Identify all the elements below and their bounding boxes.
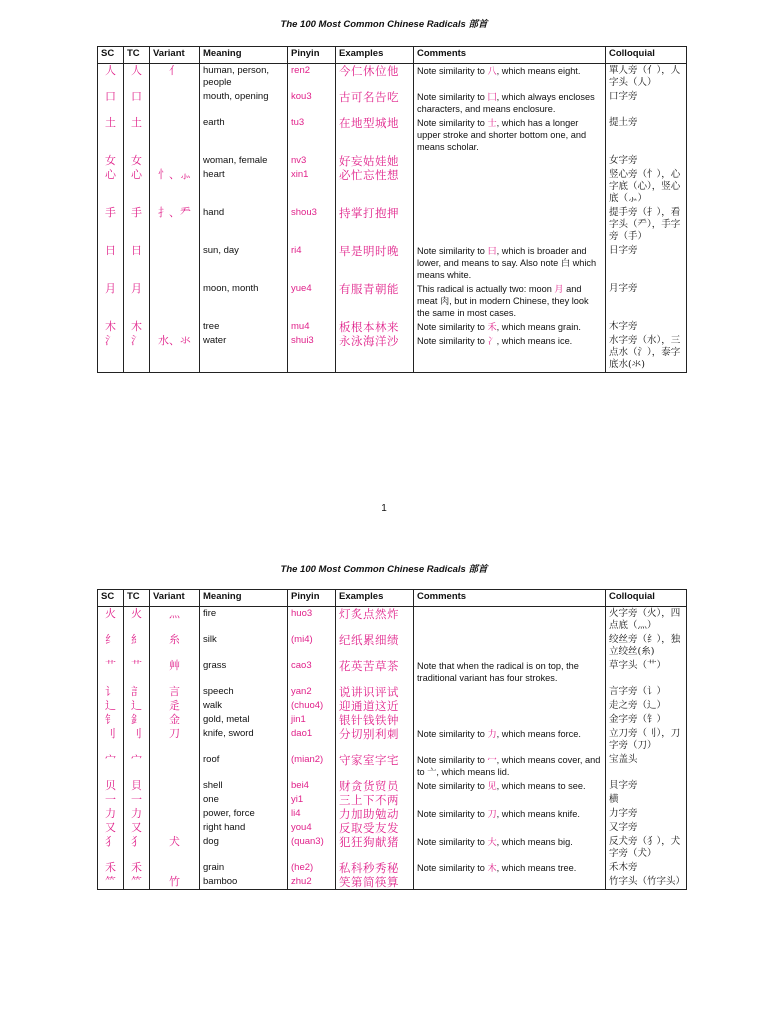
sc-cell: 犭 xyxy=(98,835,124,861)
colloquial-cell: 提手旁（扌），看字头（龵），手字旁（手） xyxy=(606,206,687,244)
header-pinyin: Pinyin xyxy=(288,47,336,64)
colloquial-cell: 立刀旁（刂），刀字旁（刀） xyxy=(606,727,687,753)
header-colloquial: Colloquial xyxy=(606,590,687,607)
sc-cell: 女 xyxy=(98,154,124,168)
comment-cell xyxy=(414,607,606,634)
pinyin-cell: mu4 xyxy=(288,320,336,334)
comment-cell xyxy=(414,793,606,807)
examples-cell: 有服青朝能 xyxy=(336,282,414,320)
tc-cell: 人 xyxy=(124,64,150,91)
meaning-cell: walk xyxy=(200,699,288,713)
pinyin-cell: kou3 xyxy=(288,90,336,116)
variant-cell: 犬 xyxy=(150,835,200,861)
pinyin-cell: (mi4) xyxy=(288,633,336,659)
tc-cell: 貝 xyxy=(124,779,150,793)
header-meaning: Meaning xyxy=(200,590,288,607)
tc-cell: 木 xyxy=(124,320,150,334)
colloquial-cell: 言字旁（讠） xyxy=(606,685,687,699)
variant-cell xyxy=(150,154,200,168)
sc-cell: 一 xyxy=(98,793,124,807)
tc-cell: 訁 xyxy=(124,685,150,699)
header-meaning: Meaning xyxy=(200,47,288,64)
variant-cell xyxy=(150,821,200,835)
comment-cell: Note similarity to 冫, which means ice. xyxy=(414,334,606,373)
meaning-cell: speech xyxy=(200,685,288,699)
variant-cell: 灬 xyxy=(150,607,200,634)
comment-cell: Note similarity to 木, which means tree. xyxy=(414,861,606,875)
sc-cell: 人 xyxy=(98,64,124,91)
sc-cell: 月 xyxy=(98,282,124,320)
meaning-cell: silk xyxy=(200,633,288,659)
meaning-cell: human, person, people xyxy=(200,64,288,91)
examples-cell: 必忙忘性想 xyxy=(336,168,414,206)
colloquial-cell: 竖心旁（忄），心字底（心），竖心底（⺗） xyxy=(606,168,687,206)
table-row xyxy=(98,875,687,890)
meaning-cell: one xyxy=(200,793,288,807)
pinyin-cell: ren2 xyxy=(288,64,336,91)
table-row xyxy=(98,779,687,793)
comment-cell: This radical is actually two: moon 月 and meat 肉, but in modern Chinese, they look the same in most cases. xyxy=(414,282,606,320)
table-row xyxy=(98,821,687,835)
variant-cell: 亻 xyxy=(150,64,200,91)
sc-cell: 口 xyxy=(98,90,124,116)
comment-cell: Note similarity to 八, which means eight. xyxy=(414,64,606,91)
sc-cell: 土 xyxy=(98,116,124,154)
examples-cell: 今仁休位他 xyxy=(336,64,414,91)
sc-cell: 日 xyxy=(98,244,124,282)
comment-cell xyxy=(414,206,606,244)
meaning-cell: heart xyxy=(200,168,288,206)
comment-cell xyxy=(414,154,606,168)
sc-cell: 艹 xyxy=(98,659,124,685)
table-row xyxy=(98,713,687,727)
comment-cell: Note similarity to 刀, which means knife. xyxy=(414,807,606,821)
meaning-cell: power, force xyxy=(200,807,288,821)
meaning-cell: water xyxy=(200,334,288,373)
table-row xyxy=(98,320,687,334)
variant-cell xyxy=(150,753,200,779)
meaning-cell: tree xyxy=(200,320,288,334)
examples-cell: 力加助勉动 xyxy=(336,807,414,821)
examples-cell: 守家室字宅 xyxy=(336,753,414,779)
table-body xyxy=(98,64,687,373)
variant-cell xyxy=(150,282,200,320)
page-title: The 100 Most Common Chinese Radicals 部首 xyxy=(280,19,488,30)
sc-cell: 禾 xyxy=(98,861,124,875)
examples-cell: 早是明时晚 xyxy=(336,244,414,282)
colloquial-cell: 又字旁 xyxy=(606,821,687,835)
header-comments: Comments xyxy=(414,47,606,64)
examples-cell: 持掌打抱押 xyxy=(336,206,414,244)
table-row xyxy=(98,807,687,821)
table-row xyxy=(98,659,687,685)
table-row xyxy=(98,334,687,373)
variant-cell: 扌、龵 xyxy=(150,206,200,244)
pinyin-cell: shou3 xyxy=(288,206,336,244)
header-tc: TC xyxy=(124,590,150,607)
comment-cell: Note similarity to 见, which means to see. xyxy=(414,779,606,793)
header-variant: Variant xyxy=(150,47,200,64)
colloquial-cell: 走之旁（辶） xyxy=(606,699,687,713)
meaning-cell: grass xyxy=(200,659,288,685)
sc-cell: 火 xyxy=(98,607,124,634)
examples-cell: 灯炙点然炸 xyxy=(336,607,414,634)
variant-cell xyxy=(150,116,200,154)
variant-cell: 水、氺 xyxy=(150,334,200,373)
tc-cell: 一 xyxy=(124,793,150,807)
radicals-table xyxy=(97,589,687,890)
colloquial-cell: 竹字头（竹字头） xyxy=(606,875,687,890)
sc-cell: 讠 xyxy=(98,685,124,699)
tc-cell: 釒 xyxy=(124,713,150,727)
examples-cell: 说讲识评试 xyxy=(336,685,414,699)
variant-cell xyxy=(150,90,200,116)
pinyin-cell: (he2) xyxy=(288,861,336,875)
pinyin-cell: li4 xyxy=(288,807,336,821)
colloquial-cell: 反犬旁（犭），犬字旁（犬） xyxy=(606,835,687,861)
pinyin-cell: bei4 xyxy=(288,779,336,793)
meaning-cell: knife, sword xyxy=(200,727,288,753)
sc-cell: 刂 xyxy=(98,727,124,753)
tc-cell: 禾 xyxy=(124,861,150,875)
meaning-cell: shell xyxy=(200,779,288,793)
header-examples: Examples xyxy=(336,590,414,607)
tc-cell: ⺮ xyxy=(124,875,150,890)
variant-cell: 忄、⺗ xyxy=(150,168,200,206)
sc-cell: ⺮ xyxy=(98,875,124,890)
meaning-cell: bamboo xyxy=(200,875,288,890)
tc-cell: 日 xyxy=(124,244,150,282)
colloquial-cell: 月字旁 xyxy=(606,282,687,320)
comment-cell xyxy=(414,685,606,699)
table-row xyxy=(98,685,687,699)
examples-cell: 笑第简筷算 xyxy=(336,875,414,890)
comment-cell: Note similarity to 冖, which means cover, and to 亠, which means lid. xyxy=(414,753,606,779)
variant-cell: 辵 xyxy=(150,699,200,713)
table-row xyxy=(98,835,687,861)
sc-cell: 又 xyxy=(98,821,124,835)
comment-cell: Note similarity to 禾, which means grain. xyxy=(414,320,606,334)
table-row xyxy=(98,727,687,753)
variant-cell: 言 xyxy=(150,685,200,699)
comment-cell: Note similarity to 曰, which is broader and lower, and means to say. Also note 白 which means white. xyxy=(414,244,606,282)
sc-cell: 氵 xyxy=(98,334,124,373)
variant-cell xyxy=(150,320,200,334)
examples-cell: 财贪货贸员 xyxy=(336,779,414,793)
sc-cell: 纟 xyxy=(98,633,124,659)
variant-cell: 糸 xyxy=(150,633,200,659)
variant-cell xyxy=(150,793,200,807)
meaning-cell: grain xyxy=(200,861,288,875)
colloquial-cell: 口字旁 xyxy=(606,90,687,116)
comment-cell xyxy=(414,821,606,835)
tc-cell: 女 xyxy=(124,154,150,168)
examples-cell: 三上下不两 xyxy=(336,793,414,807)
examples-cell: 好妄姑娃她 xyxy=(336,154,414,168)
pinyin-cell: you4 xyxy=(288,821,336,835)
meaning-cell: gold, metal xyxy=(200,713,288,727)
header-sc: SC xyxy=(98,47,124,64)
colloquial-cell: 禾木旁 xyxy=(606,861,687,875)
comment-cell xyxy=(414,699,606,713)
comment-cell xyxy=(414,713,606,727)
tc-cell: 手 xyxy=(124,206,150,244)
comment-cell xyxy=(414,633,606,659)
tc-cell: 氵 xyxy=(124,334,150,373)
colloquial-cell: 金字旁（钅） xyxy=(606,713,687,727)
table-row xyxy=(98,154,687,168)
colloquial-cell: 绞丝旁（纟），独立绞丝(糸) xyxy=(606,633,687,659)
tc-cell: 辶 xyxy=(124,699,150,713)
tc-cell: 月 xyxy=(124,282,150,320)
examples-cell: 犯狂狗献猪 xyxy=(336,835,414,861)
page-number: 1 xyxy=(381,503,387,514)
meaning-cell: roof xyxy=(200,753,288,779)
examples-cell: 私科秒秀秘 xyxy=(336,861,414,875)
tc-cell: 宀 xyxy=(124,753,150,779)
table-header-row xyxy=(98,590,687,607)
examples-cell: 纪纸累细绩 xyxy=(336,633,414,659)
sc-cell: 辶 xyxy=(98,699,124,713)
sc-cell: 钅 xyxy=(98,713,124,727)
variant-cell: 竹 xyxy=(150,875,200,890)
meaning-cell: mouth, opening xyxy=(200,90,288,116)
pinyin-cell: yan2 xyxy=(288,685,336,699)
tc-cell: 又 xyxy=(124,821,150,835)
examples-cell: 迎通道这近 xyxy=(336,699,414,713)
comment-cell: Note similarity to 士, which has a longer upper stroke and shorter bottom one, and means scholar. xyxy=(414,116,606,154)
tc-cell: 口 xyxy=(124,90,150,116)
pinyin-cell: shui3 xyxy=(288,334,336,373)
comment-cell: Note similarity to 囗, which always encloses characters, and means enclosure. xyxy=(414,90,606,116)
colloquial-cell: 宝盖头 xyxy=(606,753,687,779)
tc-cell: 艹 xyxy=(124,659,150,685)
colloquial-cell: 貝字旁 xyxy=(606,779,687,793)
page-two xyxy=(0,545,768,889)
meaning-cell: woman, female xyxy=(200,154,288,168)
pinyin-cell: zhu2 xyxy=(288,875,336,890)
table-row xyxy=(98,64,687,91)
meaning-cell: dog xyxy=(200,835,288,861)
colloquial-cell: 提土旁 xyxy=(606,116,687,154)
pinyin-cell: yue4 xyxy=(288,282,336,320)
header-colloquial: Colloquial xyxy=(606,47,687,64)
header-pinyin: Pinyin xyxy=(288,590,336,607)
colloquial-cell: 火字旁（火），四点底（灬） xyxy=(606,607,687,634)
table-row xyxy=(98,168,687,206)
sc-cell: 贝 xyxy=(98,779,124,793)
pinyin-cell: (quan3) xyxy=(288,835,336,861)
table-row xyxy=(98,206,687,244)
comment-cell: Note similarity to 大, which means big. xyxy=(414,835,606,861)
examples-cell: 古可名告吃 xyxy=(336,90,414,116)
tc-cell: 刂 xyxy=(124,727,150,753)
meaning-cell: hand xyxy=(200,206,288,244)
colloquial-cell: 日字旁 xyxy=(606,244,687,282)
colloquial-cell: 力字旁 xyxy=(606,807,687,821)
colloquial-cell: 木字旁 xyxy=(606,320,687,334)
comment-cell: Note that when the radical is on top, the traditional variant has four strokes. xyxy=(414,659,606,685)
page-title: The 100 Most Common Chinese Radicals 部首 xyxy=(280,564,488,575)
colloquial-cell: 草字头（艹） xyxy=(606,659,687,685)
table-row xyxy=(98,244,687,282)
pinyin-cell: yi1 xyxy=(288,793,336,807)
header-examples: Examples xyxy=(336,47,414,64)
header-variant: Variant xyxy=(150,590,200,607)
tc-cell: 心 xyxy=(124,168,150,206)
colloquial-cell: 水字旁（水），三点水（氵），泰字底水(氺) xyxy=(606,334,687,373)
sc-cell: 手 xyxy=(98,206,124,244)
examples-cell: 永泳海洋沙 xyxy=(336,334,414,373)
meaning-cell: earth xyxy=(200,116,288,154)
examples-cell: 板根本林来 xyxy=(336,320,414,334)
variant-cell: 刀 xyxy=(150,727,200,753)
table-body xyxy=(98,607,687,890)
tc-cell: 犭 xyxy=(124,835,150,861)
examples-cell: 在地型城地 xyxy=(336,116,414,154)
pinyin-cell: dao1 xyxy=(288,727,336,753)
examples-cell: 银针钱铁钟 xyxy=(336,713,414,727)
variant-cell xyxy=(150,244,200,282)
sc-cell: 木 xyxy=(98,320,124,334)
radicals-table xyxy=(97,46,687,373)
meaning-cell: fire xyxy=(200,607,288,634)
table-row xyxy=(98,282,687,320)
tc-cell: 土 xyxy=(124,116,150,154)
sc-cell: 心 xyxy=(98,168,124,206)
colloquial-cell: 横 xyxy=(606,793,687,807)
pinyin-cell: huo3 xyxy=(288,607,336,634)
header-comments: Comments xyxy=(414,590,606,607)
table-row xyxy=(98,753,687,779)
table-row xyxy=(98,633,687,659)
comment-cell xyxy=(414,168,606,206)
table-row xyxy=(98,861,687,875)
pinyin-cell: ri4 xyxy=(288,244,336,282)
variant-cell xyxy=(150,861,200,875)
variant-cell: 金 xyxy=(150,713,200,727)
examples-cell: 分切别利刺 xyxy=(336,727,414,753)
colloquial-cell: 女字旁 xyxy=(606,154,687,168)
meaning-cell: right hand xyxy=(200,821,288,835)
tc-cell: 火 xyxy=(124,607,150,634)
pinyin-cell: jin1 xyxy=(288,713,336,727)
tc-cell: 糹 xyxy=(124,633,150,659)
examples-cell: 花英苦草茶 xyxy=(336,659,414,685)
meaning-cell: moon, month xyxy=(200,282,288,320)
colloquial-cell: 單人旁（亻），人字头（人） xyxy=(606,64,687,91)
table-row xyxy=(98,699,687,713)
table-row xyxy=(98,793,687,807)
table-header-row xyxy=(98,47,687,64)
comment-cell xyxy=(414,875,606,890)
table-row xyxy=(98,116,687,154)
sc-cell: 力 xyxy=(98,807,124,821)
table-row xyxy=(98,90,687,116)
pinyin-cell: nv3 xyxy=(288,154,336,168)
examples-cell: 反取受友发 xyxy=(336,821,414,835)
pinyin-cell: (mian2) xyxy=(288,753,336,779)
variant-cell xyxy=(150,807,200,821)
pinyin-cell: tu3 xyxy=(288,116,336,154)
header-tc: TC xyxy=(124,47,150,64)
variant-cell xyxy=(150,779,200,793)
tc-cell: 力 xyxy=(124,807,150,821)
meaning-cell: sun, day xyxy=(200,244,288,282)
variant-cell: 艸 xyxy=(150,659,200,685)
table-row xyxy=(98,607,687,634)
comment-cell: Note similarity to 力, which means force. xyxy=(414,727,606,753)
sc-cell: 宀 xyxy=(98,753,124,779)
pinyin-cell: cao3 xyxy=(288,659,336,685)
header-sc: SC xyxy=(98,590,124,607)
pinyin-cell: xin1 xyxy=(288,168,336,206)
pinyin-cell: (chuo4) xyxy=(288,699,336,713)
